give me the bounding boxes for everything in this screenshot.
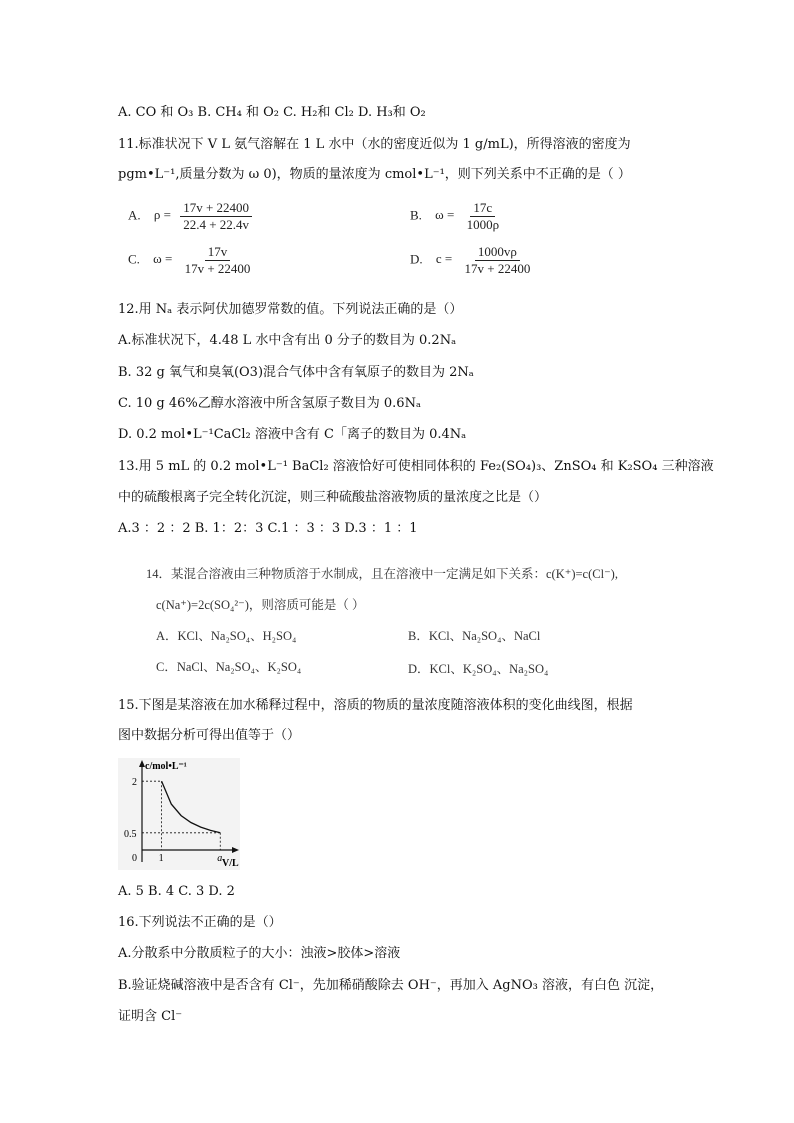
x-tick-label: 0: [132, 853, 137, 864]
question-12-option-d: D. 0.2 mol•L⁻¹CaCl₂ 溶液中含有 C「离子的数目为 0.4Nₐ: [118, 427, 467, 442]
question-12-stem: 12.用 Nₐ 表示阿伏加德罗常数的值。下列说法正确的是（）: [118, 302, 463, 317]
fraction: $\frac{1000v\rho}{17v + 22400}$: [464, 244, 531, 276]
question-11-option-c: C. ω = $\frac{17v}{17v + 22400}$: [128, 244, 253, 277]
question-13-stem-line2: 中的硫酸根离子完全转化沉淀，则三种硫酸盐溶液物质的量浓度之比是（）: [118, 490, 548, 505]
question-16-option-b-line1: B.验证烧碱溶液中是否含有 Cl⁻，先加稀硝酸除去 OH⁻，再加入 AgNO₃ 溶液，有白色 沉淀，: [118, 978, 664, 993]
question-11-stem-line1: 11.标准状况下 V L 氨气溶解在 1 L 水中（水的密度近似为 1 g/mL)，所得溶液的密度为: [118, 137, 631, 152]
question-14-stem-line2: c(Na⁺)=2c(SO₄²⁻)，则溶质可能是（ ）: [156, 598, 365, 612]
question-13-options: A.3 ：2 ：2 B. 1：2：3 C.1 ：3 ：3 D.3 ：1 ：1: [118, 521, 418, 536]
question-14-option-b: B．KCl、Na₂SO₄、NaCl: [408, 629, 541, 643]
y-axis-label: c/mol•L⁻¹: [145, 761, 187, 772]
question-14-stem-line1: 14．某混合溶液由三种物质溶于水制成，且在溶液中一定满足如下关系：c(K⁺)=c(Cl⁻),: [146, 567, 618, 581]
question-11-option-b: B. ω = $\frac{17c}{1000\rho}$: [410, 200, 502, 233]
fraction: $\frac{17c}{1000\rho}$: [466, 200, 500, 232]
question-15-stem-line2: 图中数据分析可得出值等于（）: [118, 728, 301, 743]
question-11-option-d: D. c = $\frac{1000v\rho}{17v + 22400}$: [410, 244, 533, 277]
question-10-options: A. CO 和 O₃ B. CH₄ 和 O₂ C. H₂和 Cl₂ D. H₃和 O₂: [118, 105, 426, 120]
question-14-option-a: A．KCl、Na₂SO₄、H₂SO₄: [156, 629, 297, 643]
fraction: $\frac{17v + 22400}{22.4 + 22.4v}$: [180, 200, 252, 233]
question-15-stem-line1: 15.下图是某溶液在加水稀释过程中，溶质的物质的量浓度随溶液体积的变化曲线图，根据: [118, 698, 633, 713]
x-axis-arrow: [232, 847, 239, 853]
question-14-option-c: C．NaCl、Na₂SO₄、K₂SO₄: [156, 660, 302, 674]
question-16-stem: 16.下列说法不正确的是（）: [118, 915, 282, 930]
fraction: $\frac{17v}{17v + 22400}$: [184, 244, 251, 276]
question-12-option-a: A.标准状况下，4.48 L 水中含有出 0 分子的数目为 0.2Nₐ: [118, 333, 457, 348]
dilution-graph: [118, 758, 240, 870]
question-12-option-b: B. 32 g 氧气和臭氧(O3)混合气体中含有氧原子的数目为 2Nₐ: [118, 365, 474, 380]
question-12-option-c: C. 10 g 46%乙醇水溶液中所含氢原子数目为 0.6Nₐ: [118, 396, 421, 411]
question-15-options: A. 5 B. 4 C. 3 D. 2: [118, 884, 235, 899]
series-line: [162, 781, 221, 833]
x-tick-label: a: [217, 853, 223, 864]
question-14-option-d: D．KCl、K₂SO₄、Na₂SO₄: [408, 662, 549, 676]
question-13-stem-line1: 13.用 5 mL 的 0.2 mol•L⁻¹ BaCl₂ 溶液恰好可使相同体积的 Fe₂(SO₄)₃、ZnSO₄ 和 K₂SO₄ 三种溶液: [118, 459, 714, 474]
y-tick-label: 0.5: [124, 828, 137, 840]
question-16-option-a: A.分散系中分散质粒子的大小：浊液>胶体>溶液: [118, 946, 401, 961]
question-11-stem-line2: pgm•L⁻¹,质量分数为 ω 0)，物质的量浓度为 cmol•L⁻¹，则下列关系中不正确的是（ ）: [118, 167, 631, 182]
x-tick-label: 1: [158, 853, 164, 864]
concentration-volume-chart: [118, 758, 240, 870]
question-11-option-a: A. ρ = $\frac{17v + 22400}{22.4 + 22.4v}$: [128, 200, 252, 233]
question-16-option-b-line2: 证明含 Cl⁻: [118, 1009, 183, 1024]
y-tick-label: 2: [132, 777, 137, 789]
x-axis-label: V/L: [222, 858, 239, 869]
